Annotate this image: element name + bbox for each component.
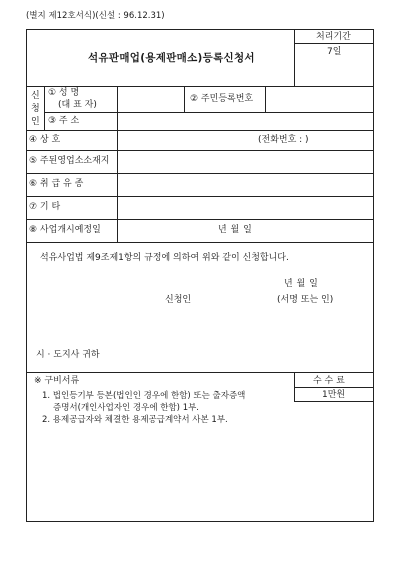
required-documents-heading: ※ 구비서류 xyxy=(34,376,80,386)
fee-label: 수 수 료 xyxy=(313,376,345,386)
required-document-1-continued: 증명서(개인사업자인 경우에 한함) 1부. xyxy=(53,403,200,413)
fee-value: 1만원 xyxy=(322,390,346,400)
trade-name-field[interactable] xyxy=(118,131,253,149)
required-document-2: 2. 용제공급자와 체결한 용제공급계약서 사본 1부. xyxy=(42,415,228,425)
applicant-side-char-3: 인 xyxy=(31,117,40,127)
business-start-date-fields: 년 월 일 xyxy=(218,225,253,235)
form-title: 석유판매업(용제판매소)등록신청서 xyxy=(88,52,255,64)
main-office-location-label: ⑤ 주된영업소소재지 xyxy=(29,156,110,166)
other-label: ⑦ 기 타 xyxy=(29,202,61,212)
application-statement: 석유사업법 제9조제1항의 규정에 의하여 위와 같이 신청합니다. xyxy=(40,253,289,263)
applicant-side-char-1: 신 xyxy=(31,91,40,101)
required-document-1: 1. 법인등기부 등본(법인인 경우에 한함) 또는 출자증액 xyxy=(42,391,246,401)
resident-number-label: ② 주민등록번호 xyxy=(190,94,254,104)
applicant-side-char-2: 청 xyxy=(31,104,40,114)
address-label: ③ 주 소 xyxy=(48,116,80,126)
name-field[interactable] xyxy=(118,87,183,111)
oil-types-label: ⑥ 취 급 유 종 xyxy=(29,179,84,189)
applicant-label: 신청인 xyxy=(165,295,192,305)
processing-period-label: 처리기간 xyxy=(316,32,351,42)
processing-period-value: 7일 xyxy=(327,47,342,57)
oil-types-field[interactable] xyxy=(118,174,372,195)
resident-number-field[interactable] xyxy=(266,87,372,111)
signature-or-seal-label: (서명 또는 인) xyxy=(277,295,334,305)
form-number: (별지 제12호서식)(신설 : 96.12.31) xyxy=(26,11,165,21)
name-sub-label: (대 표 자) xyxy=(58,100,97,110)
application-date: 년 월 일 xyxy=(284,279,319,289)
trade-name-label: ④ 상 호 xyxy=(29,135,61,145)
name-label: ① 성 명 xyxy=(48,88,80,98)
recipient-label: 시 · 도지사 귀하 xyxy=(36,350,100,360)
other-field[interactable] xyxy=(118,197,372,218)
address-field[interactable] xyxy=(118,113,372,129)
main-office-location-field[interactable] xyxy=(118,151,372,172)
business-start-date-label: ⑧ 사업개시예정일 xyxy=(29,225,101,235)
phone-number-label: (전화번호 : ) xyxy=(258,135,309,145)
